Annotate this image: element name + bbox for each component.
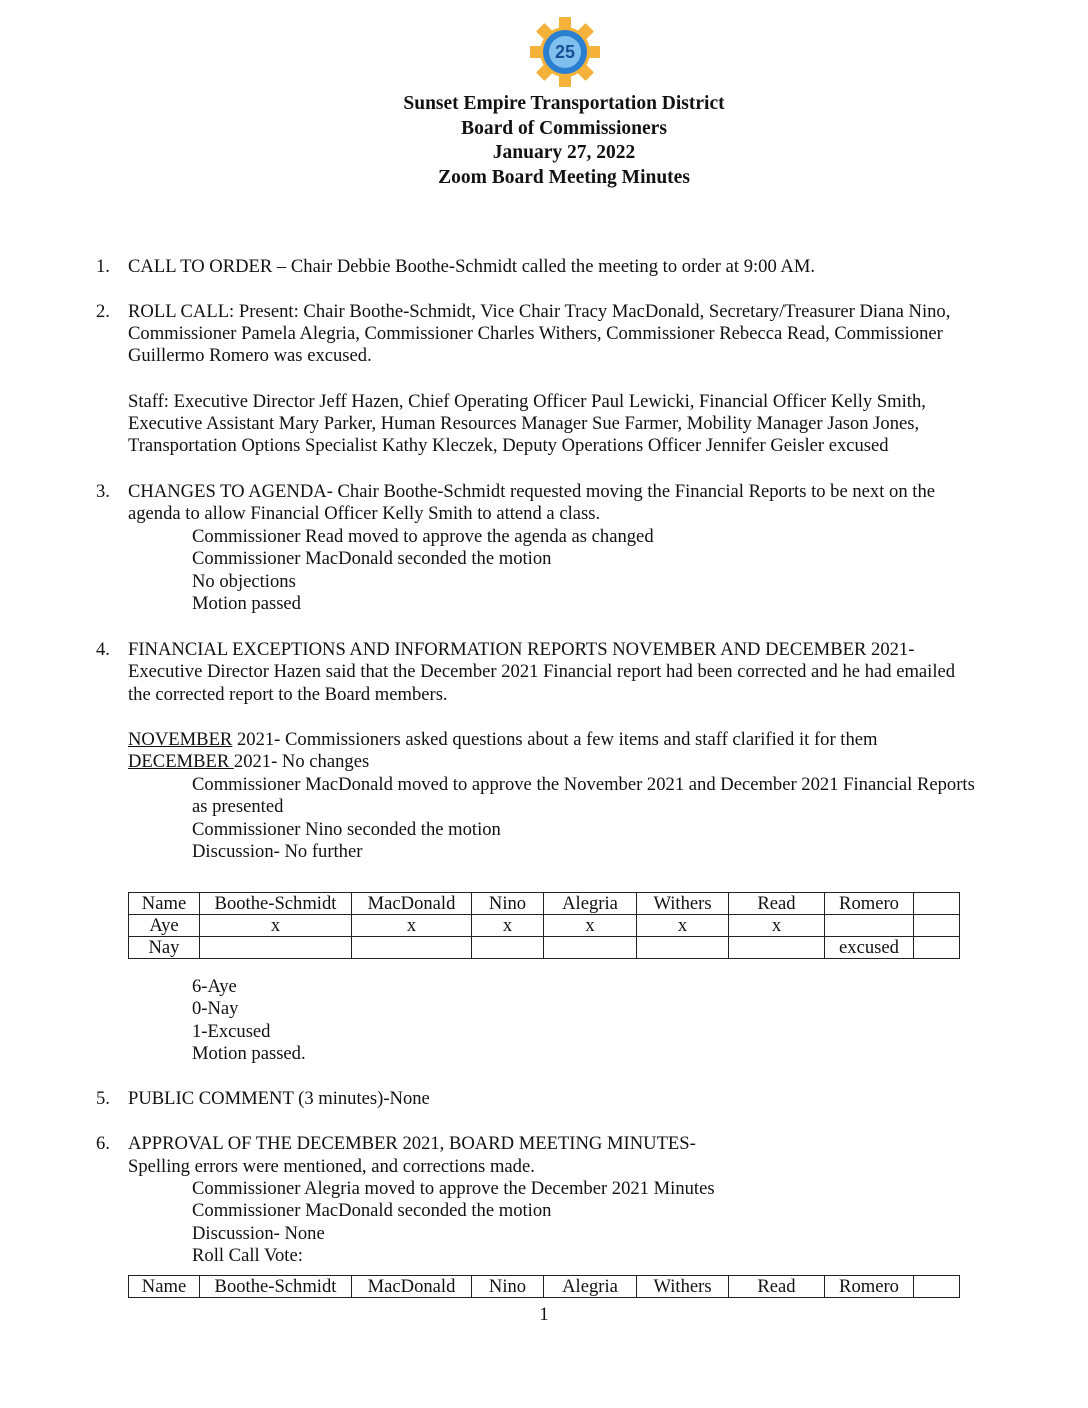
nay-macdonald	[352, 937, 472, 959]
title-board: Board of Commissioners	[461, 117, 667, 139]
district-logo-icon	[529, 16, 601, 88]
nay-read	[729, 937, 825, 959]
november-label: NOVEMBER	[128, 729, 233, 750]
financial-line-1: FINANCIAL EXCEPTIONS AND INFORMATION REPORTS NOVEMBER AND DECEMBER 2021-	[128, 639, 915, 660]
staff-line-3: Transportation Options Specialist Kathy Kleczek, Deputy Operations Officer Jennifer Geisler excused	[128, 435, 889, 456]
aye-label: Aye	[129, 915, 200, 937]
minutes-motion-3: Discussion- None	[192, 1223, 325, 1244]
minutes-vote-table	[128, 1275, 960, 1298]
financial-motion-2: as presented	[192, 796, 284, 817]
col-macdonald: MacDonald	[352, 1276, 472, 1298]
aye-withers: x	[637, 915, 729, 937]
col-romero: Romero	[825, 1276, 914, 1298]
col-withers: Withers	[637, 1276, 729, 1298]
svg-text:25: 25	[554, 42, 576, 62]
aye-macdonald: x	[352, 915, 472, 937]
november-text: 2021- Commissioners asked questions about a few items and staff clarified it for them	[232, 729, 878, 750]
financial-vote-table	[128, 892, 960, 959]
december-text: 2021- No changes	[233, 751, 370, 772]
title-date: January 27, 2022	[492, 142, 636, 163]
document-title	[0, 92, 1088, 190]
nay-blank	[914, 937, 960, 959]
agenda-changes-line-1: CHANGES TO AGENDA- Chair Boothe-Schmidt requested moving the Financial Reports to be next on the	[128, 481, 936, 502]
item-1-call-to-order: CALL TO ORDER – Chair Debbie Boothe-Schmidt called the meeting to order at 9:00 AM.	[128, 256, 815, 277]
col-alegria: Alegria	[544, 893, 637, 915]
title-meeting: Zoom Board Meeting Minutes	[438, 166, 690, 188]
col-romero: Romero	[825, 893, 914, 915]
aye-nino: x	[472, 915, 544, 937]
item-6-number: 6.	[96, 1133, 110, 1154]
page-number: 1	[539, 1304, 549, 1325]
tally-aye: 6-Aye	[192, 976, 237, 997]
vote-table-header-row	[129, 1276, 960, 1298]
minutes-approval-line-1: APPROVAL OF THE DECEMBER 2021, BOARD MEETING MINUTES-	[128, 1133, 696, 1154]
roll-call-line-2: Commissioner Pamela Alegria, Commissioner Charles Withers, Commissioner Rebecca Read, Commissioner	[128, 323, 943, 344]
minutes-motion-4: Roll Call Vote:	[192, 1245, 303, 1266]
december-report-line	[128, 751, 369, 774]
nay-romero: excused	[825, 937, 914, 959]
col-macdonald: MacDonald	[352, 893, 472, 915]
col-blank	[914, 893, 960, 915]
staff-line-1: Staff: Executive Director Jeff Hazen, Chief Operating Officer Paul Lewicki, Financial Officer Kelly Smith,	[128, 391, 926, 412]
nay-label: Nay	[129, 937, 200, 959]
roll-call-line-3: Guillermo Romero was excused.	[128, 345, 372, 366]
tally-excused: 1-Excused	[192, 1021, 271, 1042]
col-name: Name	[129, 893, 200, 915]
minutes-motion-2: Commissioner MacDonald seconded the motion	[192, 1200, 552, 1221]
financial-line-3: the corrected report to the Board members.	[128, 684, 448, 705]
agenda-motion-3: No objections	[192, 571, 296, 592]
col-read: Read	[729, 893, 825, 915]
col-alegria: Alegria	[544, 1276, 637, 1298]
item-4-number: 4.	[96, 639, 110, 660]
vote-table-nay-row	[129, 937, 960, 959]
agenda-motion-2: Commissioner MacDonald seconded the motion	[192, 548, 552, 569]
vote-table-aye-row	[129, 915, 960, 937]
nay-boothe-schmidt	[200, 937, 352, 959]
agenda-changes-line-2: agenda to allow Financial Officer Kelly Smith to attend a class.	[128, 503, 601, 524]
item-1-number: 1.	[96, 256, 110, 277]
col-boothe-schmidt: Boothe-Schmidt	[200, 893, 352, 915]
title-org: Sunset Empire Transportation District	[403, 93, 725, 114]
col-blank	[914, 1276, 960, 1298]
item-2-number: 2.	[96, 301, 110, 322]
aye-romero	[825, 915, 914, 937]
november-report-line	[128, 729, 877, 752]
col-read: Read	[729, 1276, 825, 1298]
financial-line-2: Executive Director Hazen said that the December 2021 Financial report had been corrected and he had emailed	[128, 661, 956, 682]
nay-alegria	[544, 937, 637, 959]
tally-nay: 0-Nay	[192, 998, 239, 1019]
minutes-motion-1: Commissioner Alegria moved to approve the December 2021 Minutes	[192, 1178, 715, 1199]
item-3-number: 3.	[96, 481, 110, 502]
financial-motion-3: Commissioner Nino seconded the motion	[192, 819, 501, 840]
roll-call-line-1: ROLL CALL: Present: Chair Boothe-Schmidt, Vice Chair Tracy MacDonald, Secretary/Treasurer Diana Nino,	[128, 301, 951, 322]
minutes-approval-line-2: Spelling errors were mentioned, and corrections made.	[128, 1156, 535, 1177]
financial-motion-1: Commissioner MacDonald moved to approve the November 2021 and December 2021 Financial Reports	[192, 774, 975, 795]
col-nino: Nino	[472, 1276, 544, 1298]
financial-motion-4: Discussion- No further	[192, 841, 363, 862]
item-5-number: 5.	[96, 1088, 110, 1109]
staff-line-2: Executive Assistant Mary Parker, Human Resources Manager Sue Farmer, Mobility Manager Jason Jones,	[128, 413, 920, 434]
public-comment: PUBLIC COMMENT (3 minutes)-None	[128, 1088, 430, 1109]
aye-alegria: x	[544, 915, 637, 937]
col-name: Name	[129, 1276, 200, 1298]
aye-read: x	[729, 915, 825, 937]
agenda-motion-1: Commissioner Read moved to approve the agenda as changed	[192, 526, 654, 547]
col-boothe-schmidt: Boothe-Schmidt	[200, 1276, 352, 1298]
aye-blank	[914, 915, 960, 937]
col-withers: Withers	[637, 893, 729, 915]
december-label: DECEMBER	[128, 751, 234, 772]
tally-result: Motion passed.	[192, 1043, 306, 1064]
vote-table-header-row	[129, 893, 960, 915]
col-nino: Nino	[472, 893, 544, 915]
agenda-motion-4: Motion passed	[192, 593, 301, 614]
aye-boothe-schmidt: x	[200, 915, 352, 937]
nay-withers	[637, 937, 729, 959]
nay-nino	[472, 937, 544, 959]
